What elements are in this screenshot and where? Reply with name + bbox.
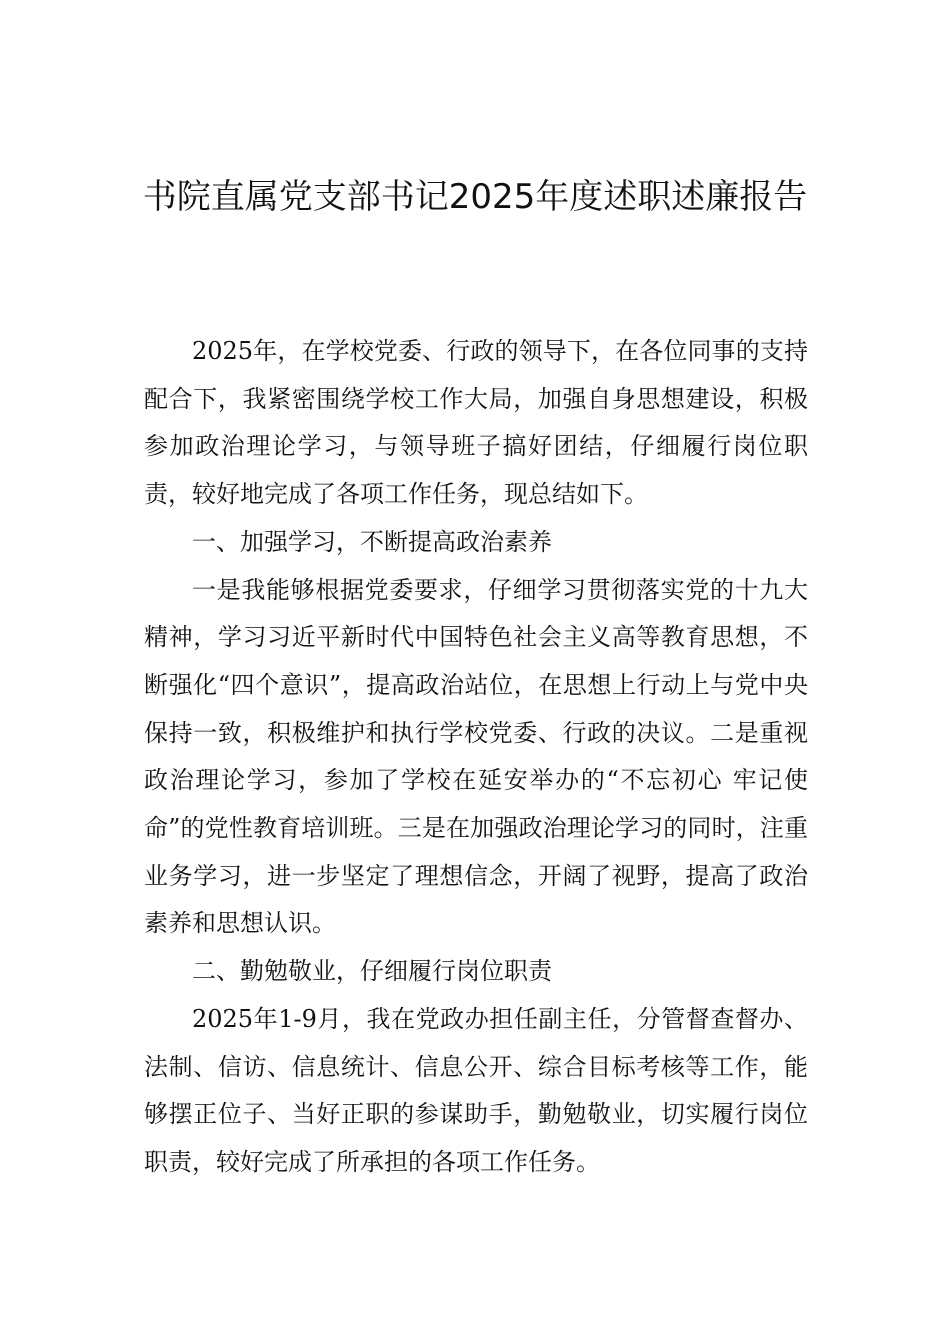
section-2-paragraph: 2025年1-9月，我在党政办担任副主任，分管督查督办、法制、信访、信息统计、信息公开、综合目标考核等工作，能够摆正位子、当好正职的参谋助手，勤勉敬业，切实履行岗位职责，较好完成了所承担的各项工作任务。	[144, 1004, 808, 1176]
section-heading-1: 一、加强学习，不断提高政治素养	[192, 527, 552, 556]
intro-paragraph: 2025年，在学校党委、行政的领导下，在各位同事的支持配合下，我紧密围绕学校工作大局，加强自身思想建设，积极参加政治理论学习，与领导班子搞好团结，仔细履行岗位职责，较好地完成了各项工作任务，现总结如下。	[144, 337, 808, 509]
document-body	[144, 328, 808, 1187]
document-title: 书院直属党支部书记2025年度述职述廉报告	[142, 177, 808, 217]
section-heading-2: 二、勤勉敬业，仔细履行岗位职责	[192, 957, 552, 986]
section-1-paragraph: 一是我能够根据党委要求，仔细学习贯彻落实党的十九大精神，学习习近平新时代中国特色社会主义高等教育思想，不断强化“四个意识”，提高政治站位，在思想上行动上与党中央保持一致，积极维护和执行学校党委、行政的决议。二是重视政治理论学习，参加了学校在延安举办的“不忘初心 牢记使命”的党性教育培训班。三是在加强政治理论学习的同时，注重业务学习，进一步坚定了理想信念，开阔了视野，提高了政治素养和思想认识。	[144, 575, 808, 938]
